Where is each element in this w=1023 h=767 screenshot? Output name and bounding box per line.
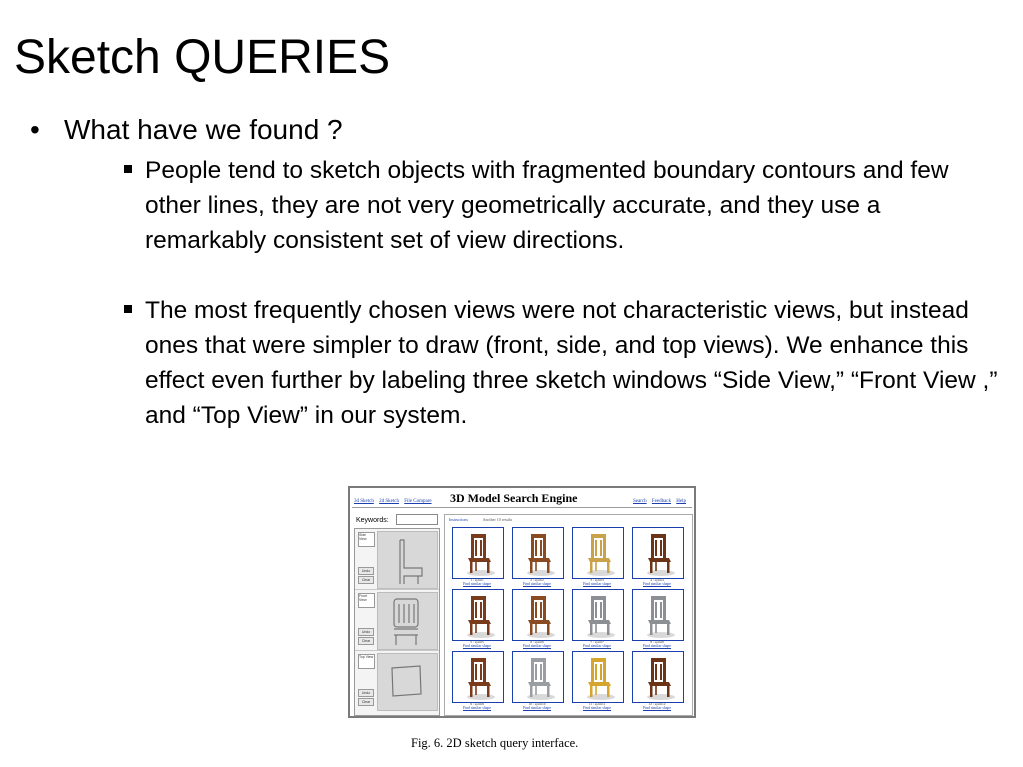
chair-thumbnail bbox=[572, 589, 624, 641]
sketch-canvas-side bbox=[377, 531, 438, 589]
find-similar-link: Find similar shape bbox=[642, 582, 672, 586]
side-view-sketch-icon bbox=[378, 532, 437, 588]
bullet-dot-icon: • bbox=[30, 114, 40, 145]
result-item bbox=[569, 527, 625, 589]
clear-button: Clear bbox=[358, 698, 374, 706]
chair-thumbnail bbox=[572, 651, 624, 703]
chair-icon bbox=[633, 590, 683, 640]
chair-thumbnail bbox=[512, 589, 564, 641]
result-item bbox=[629, 651, 685, 713]
result-item bbox=[569, 651, 625, 713]
find-similar-link: Find similar shape bbox=[582, 582, 612, 586]
result-meta: 8 : spirit8 bbox=[650, 640, 664, 644]
sketch-canvas-front bbox=[377, 592, 438, 650]
result-meta: 11 : spirit11 bbox=[588, 702, 606, 706]
result-item bbox=[449, 527, 505, 589]
chair-thumbnail bbox=[452, 651, 504, 703]
chair-icon bbox=[573, 528, 623, 578]
result-item bbox=[509, 589, 565, 651]
square-bullet-icon bbox=[124, 165, 132, 173]
result-item bbox=[629, 589, 685, 651]
find-similar-link: Find similar shape bbox=[582, 706, 612, 710]
results-info: Another 10 results bbox=[482, 517, 513, 522]
result-item bbox=[509, 651, 565, 713]
result-meta: 6 : spirit6 bbox=[530, 640, 544, 644]
keywords-input bbox=[396, 514, 438, 525]
result-item bbox=[569, 589, 625, 651]
sketch-canvas-top bbox=[377, 653, 438, 711]
chair-thumbnail bbox=[632, 527, 684, 579]
find-similar-link: Find similar shape bbox=[522, 644, 552, 648]
keywords-label: Keywords: bbox=[356, 517, 389, 524]
result-meta: 7 : spirit7 bbox=[590, 640, 604, 644]
chair-thumbnail bbox=[572, 527, 624, 579]
sub-bullet-text: People tend to sketch objects with fragmented boundary contours and few other lines, they are not very geometrically accurate, and they use a remarkably consistent set of view directions. bbox=[145, 157, 949, 254]
chair-thumbnail bbox=[452, 527, 504, 579]
clear-button: Clear bbox=[358, 576, 374, 584]
chair-thumbnail bbox=[632, 589, 684, 641]
app-right-nav bbox=[633, 499, 690, 504]
front-view-sketch-icon bbox=[378, 593, 437, 649]
sub-bullet bbox=[124, 293, 1004, 433]
find-similar-link: Find similar shape bbox=[582, 644, 612, 648]
app-top-nav bbox=[354, 499, 436, 504]
find-similar-link: Find similar shape bbox=[642, 706, 672, 710]
find-similar-link: Find similar shape bbox=[522, 706, 552, 710]
figure-caption: Fig. 6. 2D sketch query interface. bbox=[411, 736, 579, 750]
chair-icon bbox=[513, 652, 563, 702]
chair-thumbnail bbox=[512, 527, 564, 579]
square-bullet-icon bbox=[124, 305, 132, 313]
nav-link: Feedback bbox=[651, 499, 672, 504]
chair-thumbnail bbox=[632, 651, 684, 703]
undo-button: Undo bbox=[358, 689, 374, 697]
find-similar-link: Find similar shape bbox=[642, 644, 672, 648]
clear-button: Clear bbox=[358, 637, 374, 645]
chair-thumbnail bbox=[452, 589, 504, 641]
chair-icon bbox=[453, 528, 503, 578]
result-item bbox=[509, 527, 565, 589]
chair-icon bbox=[573, 590, 623, 640]
find-similar-link: Find similar shape bbox=[462, 644, 492, 648]
app-window-screenshot bbox=[348, 486, 696, 718]
chair-icon bbox=[633, 652, 683, 702]
sketch-label: Side View bbox=[358, 532, 375, 547]
chair-icon bbox=[453, 590, 503, 640]
result-item bbox=[449, 651, 505, 713]
result-item bbox=[449, 589, 505, 651]
app-title: 3D Model Search Engine bbox=[450, 491, 578, 505]
find-similar-link: Find similar shape bbox=[462, 706, 492, 710]
find-similar-link: Find similar shape bbox=[462, 582, 492, 586]
sub-bullet bbox=[124, 153, 1004, 258]
result-meta: 12 : spirit12 bbox=[648, 702, 666, 706]
result-meta: 2 : spirit2 bbox=[530, 578, 544, 582]
sketch-panel-side bbox=[355, 529, 439, 590]
result-item bbox=[629, 527, 685, 589]
chair-icon bbox=[513, 590, 563, 640]
sketch-panels bbox=[354, 528, 440, 716]
results-header bbox=[449, 517, 526, 522]
slide-title: Sketch QUERIES bbox=[14, 31, 391, 84]
result-meta: 10 : spirit10 bbox=[528, 702, 546, 706]
results-grid bbox=[444, 514, 693, 716]
chair-icon bbox=[633, 528, 683, 578]
chair-icon bbox=[573, 652, 623, 702]
nav-link: File Compare bbox=[404, 499, 432, 504]
sub-bullet-text: The most frequently chosen views were not characteristic views, but instead ones that were simpler to draw (front, side, and top views). We enhance this effect even further by labeling three sketch windows “Side View,” “Front View ,” and “Top View” in our system. bbox=[145, 297, 998, 429]
sketch-panel-front bbox=[355, 590, 439, 651]
result-meta: 4 : spirit4 bbox=[650, 578, 664, 582]
figure-sketch-interface bbox=[343, 480, 704, 760]
nav-link: 3d Sketch bbox=[354, 499, 374, 504]
chair-thumbnail bbox=[512, 651, 564, 703]
nav-link: Search bbox=[632, 499, 647, 504]
chair-icon bbox=[513, 528, 563, 578]
results-link: Instructions bbox=[449, 517, 468, 522]
sketch-label: Top View bbox=[358, 654, 375, 669]
result-meta: 9 : spirit9 bbox=[470, 702, 484, 706]
divider bbox=[352, 507, 692, 508]
sketch-label: Front View bbox=[358, 593, 375, 608]
nav-link: Help bbox=[676, 499, 686, 504]
result-meta: 5 : spirit5 bbox=[470, 640, 484, 644]
undo-button: Undo bbox=[358, 567, 374, 575]
result-meta: 3 : spirit3 bbox=[590, 578, 604, 582]
top-view-sketch-icon bbox=[378, 654, 437, 710]
sketch-panel-top bbox=[355, 651, 439, 711]
chair-icon bbox=[453, 652, 503, 702]
main-bullet-text: What have we found ? bbox=[64, 114, 343, 145]
find-similar-link: Find similar shape bbox=[522, 582, 552, 586]
nav-link: 2d Sketch bbox=[379, 499, 399, 504]
undo-button: Undo bbox=[358, 628, 374, 636]
result-meta: 1 : spirit1 bbox=[470, 578, 484, 582]
